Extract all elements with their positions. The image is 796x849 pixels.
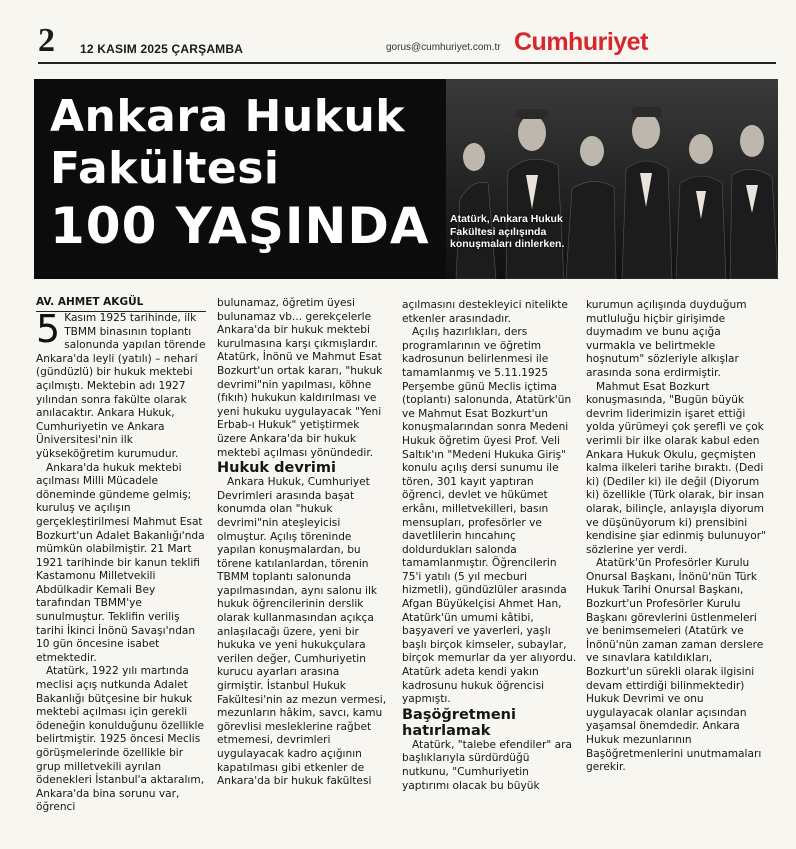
photo-caption: Atatürk, Ankara Hukuk Fakültesi açılışında konuşmaları dinlerken. — [450, 213, 565, 250]
paragraph: kurumun açılışında duyduğum mutluluğu hiçbir girişimde duymadım ve bunu açığa vurmakla ve belirtmekle hoşnutum" sözleriyle alkışlar arasında sona erdirmiştir. — [586, 299, 747, 379]
paragraph — [36, 307, 206, 462]
paragraph: bulunamaz, öğretim üyesi bulunamaz vb... gerekçelerle Ankara'da bir hukuk mektebi kurulmasına karşı çıkmışlardır. Atatürk, İnönü ve Mahmut Esat Bozkurt'un ortak kararı, "hukuk devrimi"nin yapılması, köhne (fıkıh) hukukun kaldırılması ve yeni hukuku uygulayacak "Yeni Erbab-ı Hukuk" yetiştirmek üzere Ankara'da bir hukuk mektebi açılması yönündedir. — [217, 297, 383, 459]
headline-line-3: 100 YAŞINDA — [50, 197, 430, 255]
paragraph: Atatürk'ün Profesörler Kurulu Onursal Başkanı, İnönü'nün Türk Hukuk Tarihi Onursal Başkanı, Bozkurt'un Profesörler Kurulu Başkanı görevlerini üstlenmeleri ve benimsemeleri (Atatürk ve İnönü'nün zaman zaman derslere ve sınavlara katıldıkları, Bozkurt'un sürekli olarak ilgisini devam ettirdiği bilinmektedir) Hukuk Devrimi ve onu uygulayacak olanlar açısından yaşamsal önemdedir. Ankara Hukuk mezunlarının Başöğretmenlerini unutmamaları gerekir. — [586, 557, 764, 774]
headline-line-1: Ankara Hukuk — [50, 91, 406, 142]
paragraph: Atatürk, "talebe efendiler" ara başlıklarıyla sürdürdüğü nutkunu, "Cumhuriyetin yaptırımı olacak bu büyük — [402, 738, 572, 792]
paragraph: Mahmut Esat Bozkurt konuşmasında, "Bugün büyük devrim liderimizin işaret ettiği yolda yürümeyi çok şerefli ve çok verimli bir ilke olarak kabul eden Ankara Hukuk Okulu, geçmişten kalma ilkeleri tarihe bıraktı. (Dedi ki) (Dediler ki) ile değil (Diyorum ki) özellikle (Türk olarak, bir insan olarak, bilinçle, anlayışla diyorum ve düşünüyorum ki) prensibini kendisine şiar edinmiş bulunuyor" sözlerine yer verdi. — [586, 380, 766, 556]
paragraph: Ankara Hukuk, Cumhuriyet Devrimleri arasında başat konumda olan "hukuk devrimi"nin ateşleyicisi olmuştur. Açılış töreninde yapılan konuşmalardan, bu törene katılanlardan, törenin TBMM toplantı salonunda yapılmasından, aynı salonu ilk hukuk öğrencilerinin derslik olarak kullanmasından açıkça anlaşılacağı üzere, yeni bir hukuka ve yeni hukukçulara verilen değer, Cumhuriyetin kurucu ayarları arasına girmiştir. İstanbul Hukuk Fakültesi'nin az mezun vermesi, mezunların hâkim, savcı, kamu görevlisi mesleklerine rağbet etmemesi, devrimleri uygulayacak kadro açığının kapatılması gibi etkenler de Ankara'da bir hukuk fakültesi — [217, 476, 387, 788]
subheading: Başöğretmeni hatırlamak — [402, 706, 516, 739]
paragraph-text: Kasım 1925 tarihinde, ilk TBMM binasının toplantı salonunda yapılan törende Ankara'da leyli (yatılı) – nehari (gündüzlü) bir hukuk mektebi açılmıştı. Mektebin adı 1927 yılından sonra fakülte olarak anılacaktır. Ankara Hukuk, Cumhuriyetin ve Ankara Üniversitesi'nin ilk yükseköğretim kurumudur. — [36, 312, 206, 460]
paragraph: Atatürk, 1922 yılı martında meclisi açış nutkunda Adalet Bakanlığı bütçesine bir hukuk mektebi açılması için gerekli ödeneğin konulduğunu özellikle belirtmiştir. 1925 öncesi Meclis görüşmelerinde özellikle bir grup milletvekili ayrılan ödenekleri İstanbul'a aktaralım, Ankara'da bina sorunu var, öğrenci — [36, 665, 205, 814]
article-column-1 — [36, 295, 206, 815]
issue-date: 12 KASIM 2025 ÇARŞAMBA — [80, 42, 244, 56]
article-column-2 — [217, 297, 389, 789]
paragraph: Açılış hazırlıkları, ders programlarının ve öğretim kadrosunun belirlenmesi ile tamamlanmış ve 5.11.1925 Perşembe günü Meclis içtima (toplantı) salonunda, Atatürk'ün ve Mahmut Esat Bozkurt'un konuşmalarından sonra Medeni Hukuk öğretim üyesi Prof. Veli Saltık'ın "Medeni Hukuka Giriş" konulu açılış dersi sunumu ile tören, 301 kayıt yaptıran öğrenci, devlet ve hükümet erkânı, milletvekilleri, basın mensupları, profesörler ve davetlilerin hıncahınç doldurdukları salonda tamamlanmıştır. Öğrencilerin 75'i yatılı (5 yıl mecburi hizmetli), gündüzlüler arasında Afgan Büyükelçisi Ahmet Han, Atatürk'ün umumi kâtibi, başyaveri ve yaverleri, yaşlı başlı birçok kimseler, subaylar, birçok memurlar da yer alıyordu. Atatürk adeta kendi yakın kadrosunu hukuk öğrencisi yapmıştı. — [402, 326, 577, 706]
article-column-4 — [586, 299, 766, 775]
newspaper-logo: Cumhuriyet — [514, 28, 648, 56]
headline — [50, 91, 470, 257]
drop-cap: 5 — [36, 307, 61, 351]
headline-line-2: Fakültesi — [50, 143, 280, 194]
headline-banner — [34, 79, 778, 279]
page-number: 2 — [38, 22, 55, 59]
article-column-3 — [402, 299, 577, 793]
author-byline: AV. AHMET AKGÜL — [36, 295, 206, 312]
paragraph: Ankara'da hukuk mektebi açılması Milli Mücadele döneminde gündeme gelmiş; kuruluş ve açılışın gerçekleştirilmesi Mahmut Esat Bozkurt'un Adalet Bakanlığı'nda mümkün olabilmiştir. 21 Mart 1921 tarihinde bir kanun teklifi Kastamonu Milletvekili Abdülkadir Kemali Bey tarafından TBMM'ye sunulmuştur. Teklifin veriliş tarihi İkinci İnönü Savaşı'ndan 10 gün öncesine isabet etmektedir. — [36, 461, 205, 664]
subheading: Hukuk devrimi — [217, 460, 336, 477]
contact-email: gorus@cumhuriyet.com.tr — [386, 42, 501, 53]
paragraph: açılmasını destekleyici nitelikte etkenler arasındadır. — [402, 299, 568, 325]
header-rule — [38, 62, 776, 64]
